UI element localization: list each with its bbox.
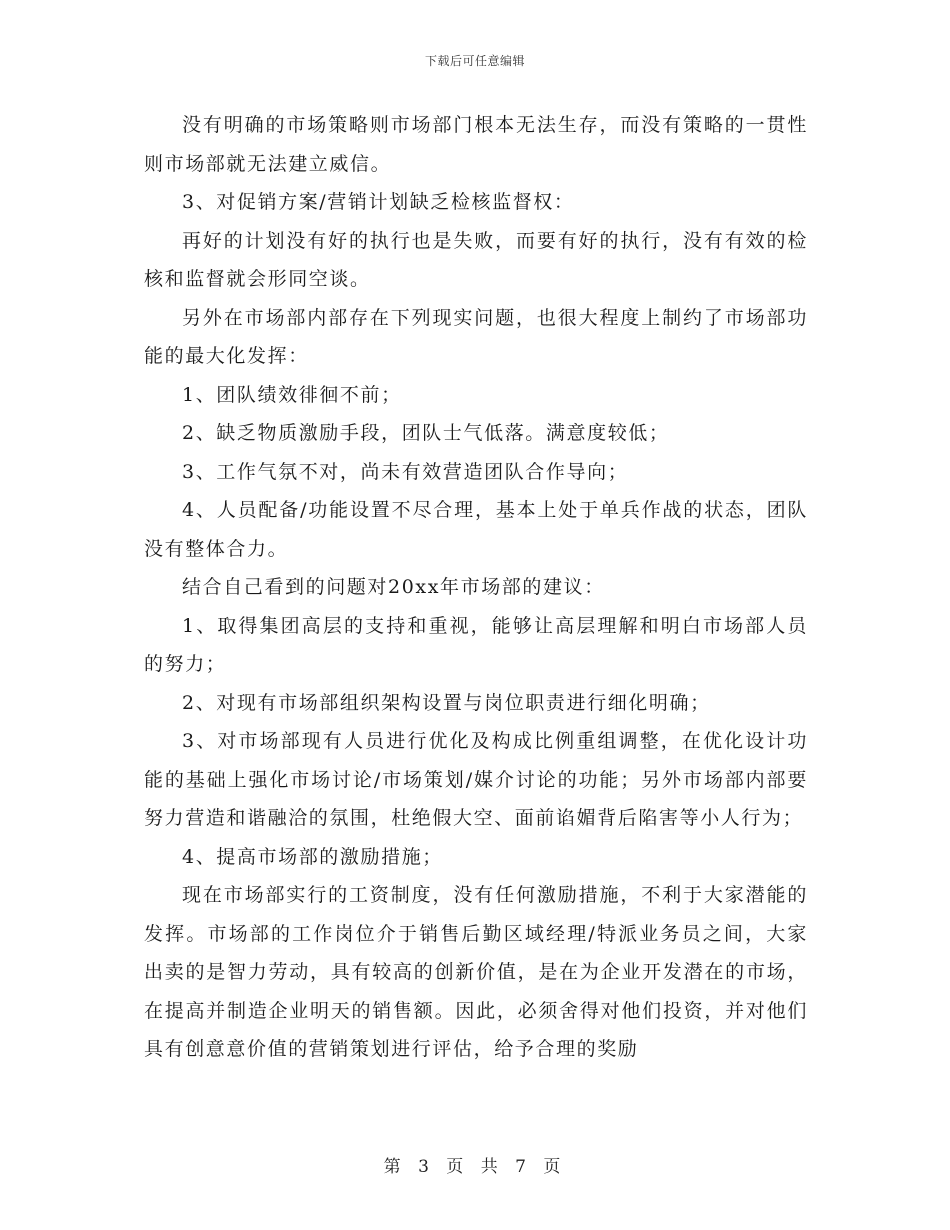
paragraph: 3、对促销方案/营销计划缺乏检核监督权： bbox=[182, 191, 575, 213]
paragraph: 3、工作气氛不对，尚未有效营造团队合作导向； bbox=[182, 460, 629, 483]
paragraph: 4、提高市场部的激励措施； bbox=[182, 845, 443, 868]
document-body bbox=[144, 106, 808, 1069]
paragraph: 1、团队绩效徘徊不前； bbox=[182, 383, 402, 406]
paragraph: 1、取得集团高层的支持和重视，能够让高层理解和明白市场部人员的努力； bbox=[144, 614, 808, 675]
page-footer: 第 3 页 共 7 页 bbox=[383, 1157, 567, 1177]
paragraph: 另外在市场部内部存在下列现实问题，也很大程度上制约了市场部功能的最大化发挥： bbox=[144, 306, 808, 367]
paragraph: 2、对现有市场部组织架构设置与岗位职责进行细化明确； bbox=[182, 691, 711, 714]
paragraph: 现在市场部实行的工资制度，没有任何激励措施，不利于大家潜能的发挥。市场部的工作岗位介于销售后勤区域经理/特派业务员之间，大家出卖的是智力劳动，具有较高的创新价值，是在为企业开发潜在的市场，在提高并制造企业明天的销售额。因此，必须舍得对他们投资，并对他们具有创意意价值的营销策划进行评估，给予合理的奖励 bbox=[144, 884, 808, 1060]
paragraph: 4、人员配备/功能设置不尽合理，基本上处于单兵作战的状态，团队没有整体合力。 bbox=[144, 499, 808, 560]
paragraph: 没有明确的市场策略则市场部门根本无法生存，而没有策略的一贯性则市场部就无法建立威信。 bbox=[144, 114, 808, 175]
paragraph: 再好的计划没有好的执行也是失败，而要有好的执行，没有有效的检核和监督就会形同空谈。 bbox=[144, 229, 808, 290]
paragraph: 结合自己看到的问题对20xx年市场部的建议： bbox=[182, 576, 605, 598]
paragraph: 2、缺乏物质激励手段，团队士气低落。满意度较低； bbox=[182, 422, 670, 444]
paragraph: 3、对市场部现有人员进行优化及构成比例重组调整，在优化设计功能的基础上强化市场讨论/市场策划/媒介讨论的功能；另外市场部内部要努力营造和谐融洽的氛围，杜绝假大空、面前谄媚背后陷害等小人行为； bbox=[144, 730, 808, 829]
page-header: 下载后可任意编辑 bbox=[424, 54, 525, 68]
